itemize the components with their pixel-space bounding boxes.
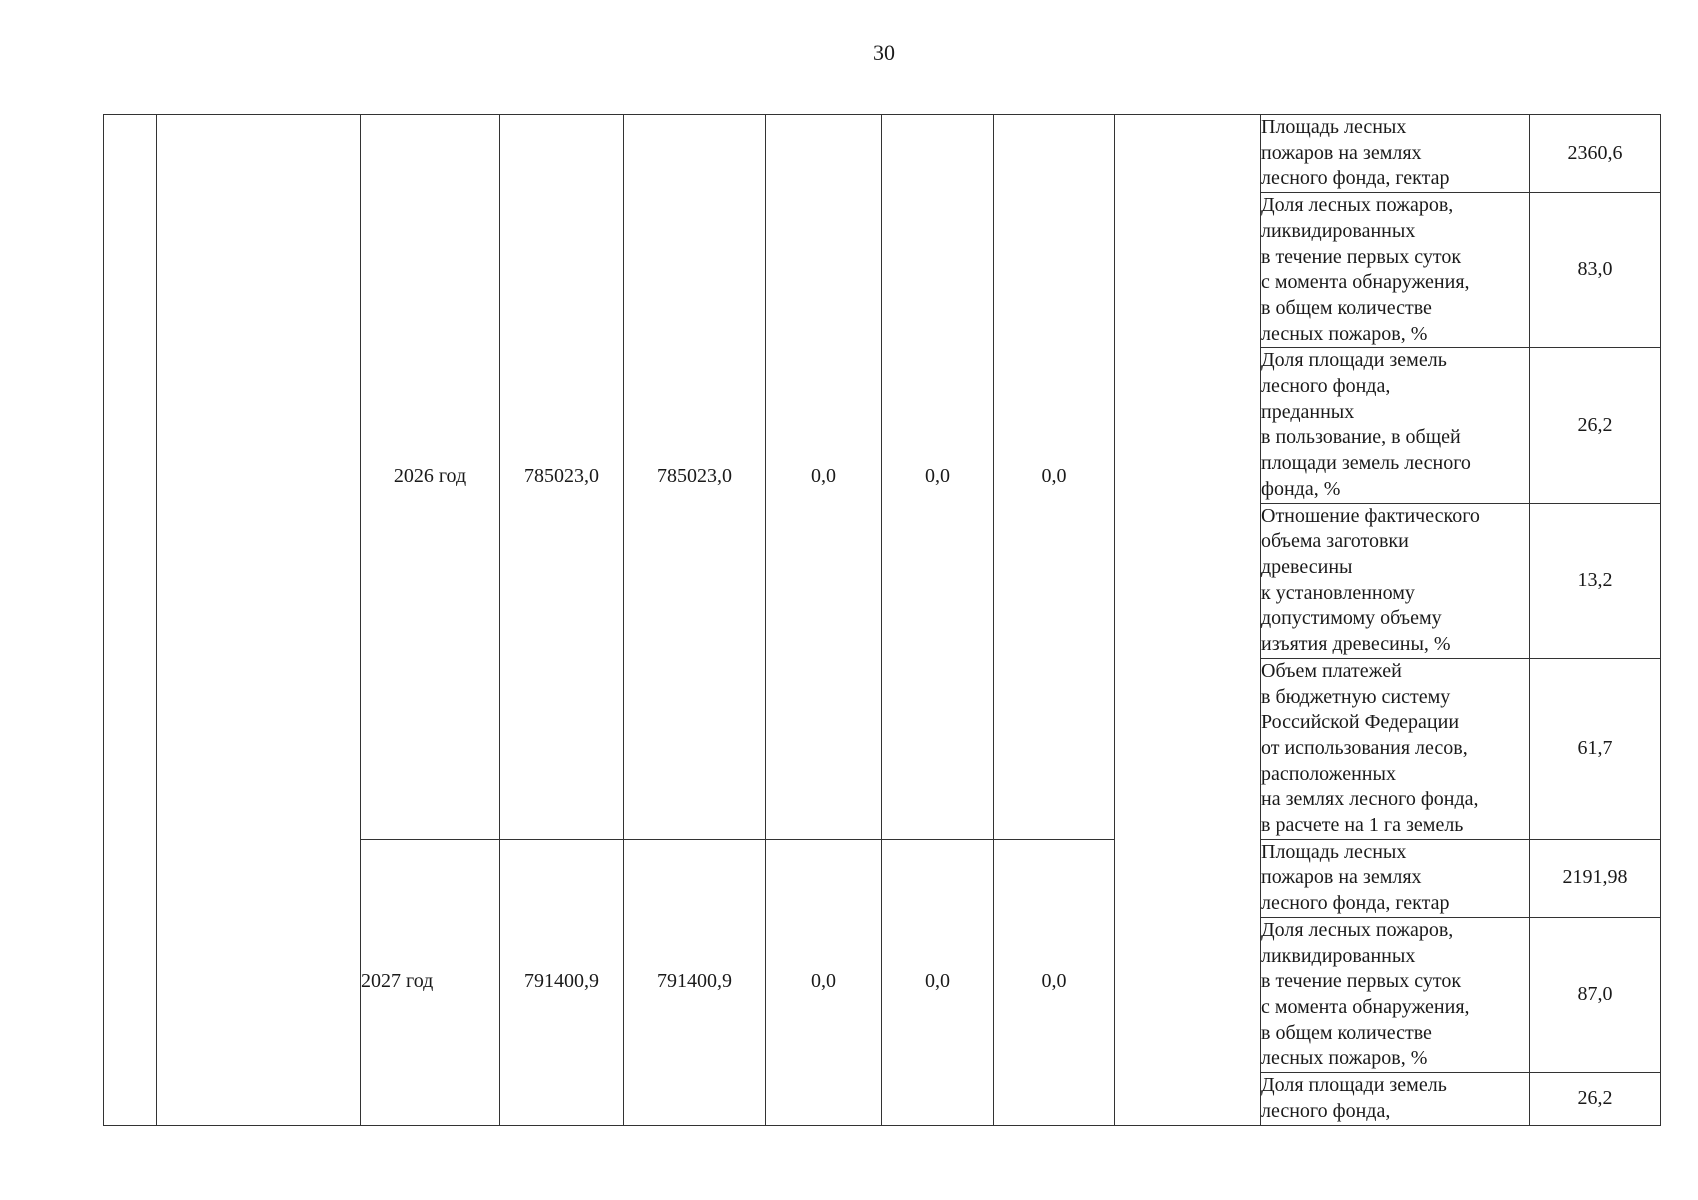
indicator-line: Доля площади земель (1261, 349, 1447, 372)
indicator-value: 61,7 (1530, 658, 1661, 839)
indicator-line: лесного фонда, (1261, 1099, 1391, 1122)
local-budget-value: 0,0 (882, 839, 994, 1125)
indicator-value: 2191,98 (1530, 839, 1661, 917)
year-cell: 2027 год (361, 839, 500, 1125)
indicator-line: допустимому объему (1261, 607, 1442, 630)
responsible-cell (1115, 115, 1261, 1126)
name-cell (157, 115, 361, 1126)
indicator-line: в течение первых суток (1261, 245, 1462, 268)
indicator-line: Доля лесных пожаров, (1261, 918, 1454, 941)
indicator-line: с момента обнаружения, (1261, 271, 1470, 294)
indicator-name (1261, 1073, 1530, 1125)
indicator-value: 87,0 (1530, 917, 1661, 1072)
indicator-value: 2360,6 (1530, 115, 1661, 193)
federal-budget-value: 791400,9 (624, 839, 766, 1125)
total-value: 791400,9 (500, 839, 624, 1125)
indicator-value: 26,2 (1530, 1073, 1661, 1125)
program-funding-table (103, 114, 1661, 1126)
indicator-line: Российской Федерации (1261, 711, 1460, 734)
indicator-line: к установленному (1261, 581, 1415, 604)
indicator-line: Доля лесных пожаров, (1261, 194, 1454, 217)
indicator-name (1261, 658, 1530, 839)
indicator-line: расположенных (1261, 762, 1396, 785)
table-row (104, 115, 1661, 193)
federal-budget-value: 785023,0 (624, 115, 766, 840)
indicator-value: 26,2 (1530, 348, 1661, 503)
total-value: 785023,0 (500, 115, 624, 840)
indicator-line: с момента обнаружения, (1261, 995, 1470, 1018)
indicator-line: на землях лесного фонда, (1261, 788, 1479, 811)
indicator-line: в бюджетную систему (1261, 685, 1451, 708)
other-sources-value: 0,0 (994, 115, 1115, 840)
indicator-line: ликвидированных (1261, 219, 1416, 242)
indicator-line: в общем количестве (1261, 1021, 1432, 1044)
indicator-line: древесины (1261, 555, 1353, 578)
indicator-line: Объем платежей (1261, 659, 1402, 682)
indicator-value: 13,2 (1530, 503, 1661, 658)
indicator-line: фонда, % (1261, 477, 1341, 500)
indicator-line: объема заготовки (1261, 530, 1409, 553)
indicator-line: в течение первых суток (1261, 970, 1462, 993)
indicator-value: 83,0 (1530, 193, 1661, 348)
indicator-line: пожаров на землях (1261, 141, 1422, 164)
year-cell: 2026 год (361, 115, 500, 840)
indicator-line: в пользование, в общей (1261, 426, 1461, 449)
local-budget-value: 0,0 (882, 115, 994, 840)
indicator-line: лесного фонда, (1261, 375, 1391, 398)
indicator-line: преданных (1261, 400, 1355, 423)
page-number: 30 (873, 40, 895, 65)
indicator-line: в общем количестве (1261, 296, 1432, 319)
indicator-line: лесных пожаров, % (1261, 322, 1428, 345)
indicator-line: от использования лесов, (1261, 736, 1468, 759)
indicator-line: лесных пожаров, % (1261, 1047, 1428, 1070)
indicator-line: изъятия древесины, % (1261, 633, 1451, 656)
indicator-line: Площадь лесных (1261, 116, 1407, 138)
indicator-name (1261, 348, 1530, 503)
regional-budget-value: 0,0 (766, 839, 882, 1125)
indicator-line: Площадь лесных (1261, 840, 1407, 863)
indicator-name (1261, 917, 1530, 1072)
indicator-line: ликвидированных (1261, 944, 1416, 967)
other-sources-value: 0,0 (994, 839, 1115, 1125)
indicator-line: лесного фонда, гектар (1261, 892, 1450, 915)
indicator-line: Отношение фактического (1261, 504, 1480, 527)
indicator-line: площади земель лесного (1261, 452, 1471, 475)
indicator-line: пожаров на землях (1261, 866, 1422, 889)
indicator-line: Доля площади земель (1261, 1074, 1447, 1097)
indicator-name (1261, 503, 1530, 658)
number-cell (104, 115, 157, 1126)
indicator-name (1261, 115, 1530, 193)
indicator-line: лесного фонда, гектар (1261, 167, 1450, 190)
regional-budget-value: 0,0 (766, 115, 882, 840)
indicator-name (1261, 193, 1530, 348)
indicator-line: в расчете на 1 га земель (1261, 814, 1464, 837)
indicator-name (1261, 839, 1530, 917)
